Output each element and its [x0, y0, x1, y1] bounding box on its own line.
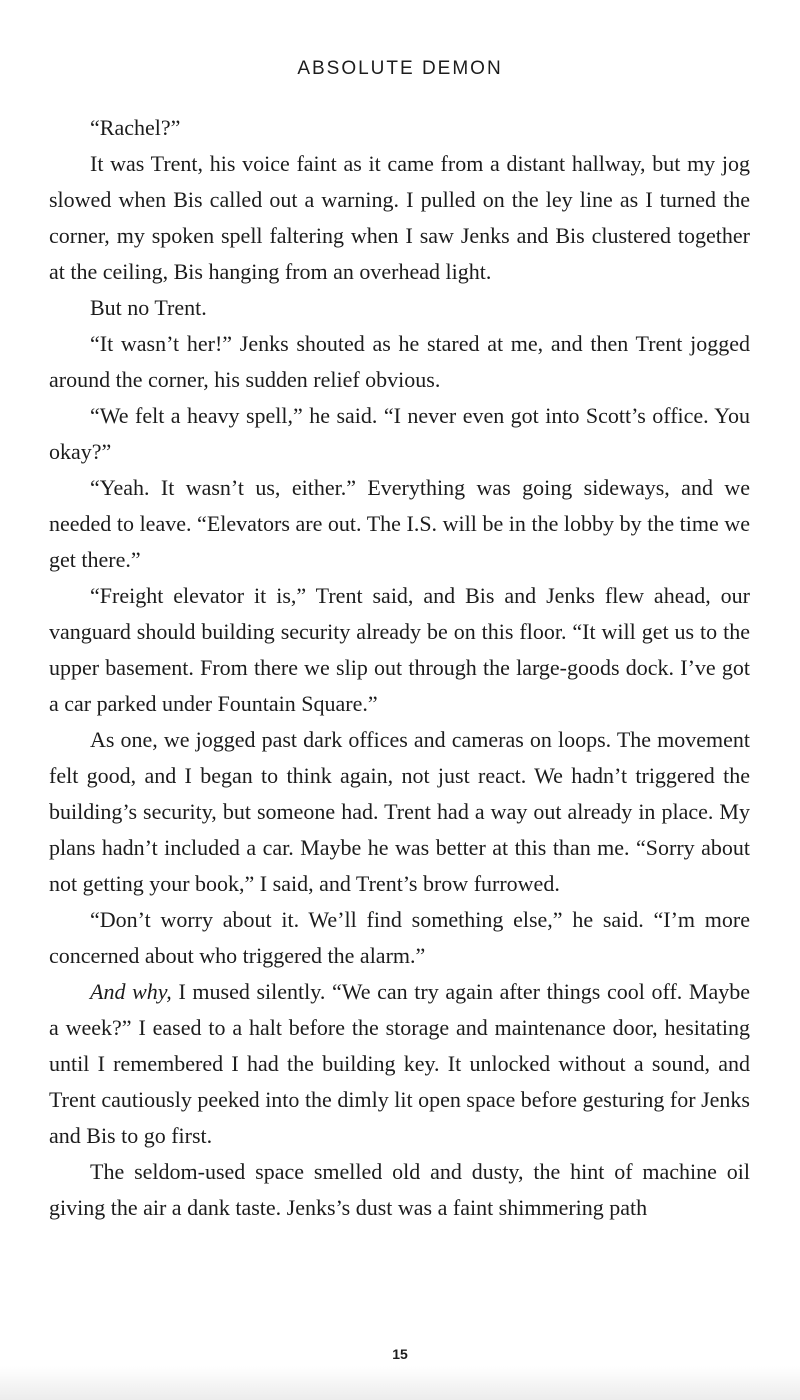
paragraph-rest: I mused silently. “We can try again after things cool off. Maybe a week?” I eased to a halt before the storage and maintenance door, hesitating until I remembered I had the building key. It unlocked without a sound, and Trent cautiously peeked into the dimly lit open space before gesturing for Jenks and Bis to go first. [49, 979, 750, 1148]
paragraph: “Freight elevator it is,” Trent said, and Bis and Jenks flew ahead, our vanguard should building security already be on this floor. “It will get us to the upper basement. From there we slip out through the large-goods dock. I’ve got a car parked under Fountain Square.” [49, 583, 750, 716]
bottom-shade [0, 1366, 800, 1400]
paragraph: The seldom-used space smelled old and dusty, the hint of machine oil giving the air a dank taste. Jenks’s dust was a faint shimmering path [49, 1159, 750, 1220]
italic-phrase: And why, [90, 979, 172, 1004]
paragraph: As one, we jogged past dark offices and cameras on loops. The movement felt good, and I began to think again, not just react. We hadn’t triggered the building’s security, but someone had. Trent had a way out already in place. My plans hadn’t included a car. Maybe he was better at this than me. “Sorry about not getting your book,” I said, and Trent’s brow furrowed. [49, 727, 750, 896]
page-number: 15 [392, 1346, 408, 1362]
paragraph: It was Trent, his voice faint as it came from a distant hallway, but my jog slowed when Bis called out a warning. I pulled on the ley line as I turned the corner, my spoken spell faltering when I saw Jenks and Bis clustered together at the ceiling, Bis hanging from an overhead light. [49, 151, 750, 284]
body-text [49, 110, 750, 1226]
paragraph: “We felt a heavy spell,” he said. “I never even got into Scott’s office. You okay?” [49, 403, 750, 464]
paragraph: “Yeah. It wasn’t us, either.” Everything was going sideways, and we needed to leave. “Elevators are out. The I.S. will be in the lobby by the time we get there.” [49, 475, 750, 572]
paragraph: “Don’t worry about it. We’ll find something else,” he said. “I’m more concerned about who triggered the alarm.” [49, 907, 750, 968]
paragraph [49, 974, 750, 1154]
paragraph: “It wasn’t her!” Jenks shouted as he stared at me, and then Trent jogged around the corner, his sudden relief obvious. [49, 331, 750, 392]
paragraph: “Rachel?” [90, 115, 181, 140]
paragraph: But no Trent. [90, 295, 207, 320]
running-head: ABSOLUTE DEMON [297, 58, 503, 79]
